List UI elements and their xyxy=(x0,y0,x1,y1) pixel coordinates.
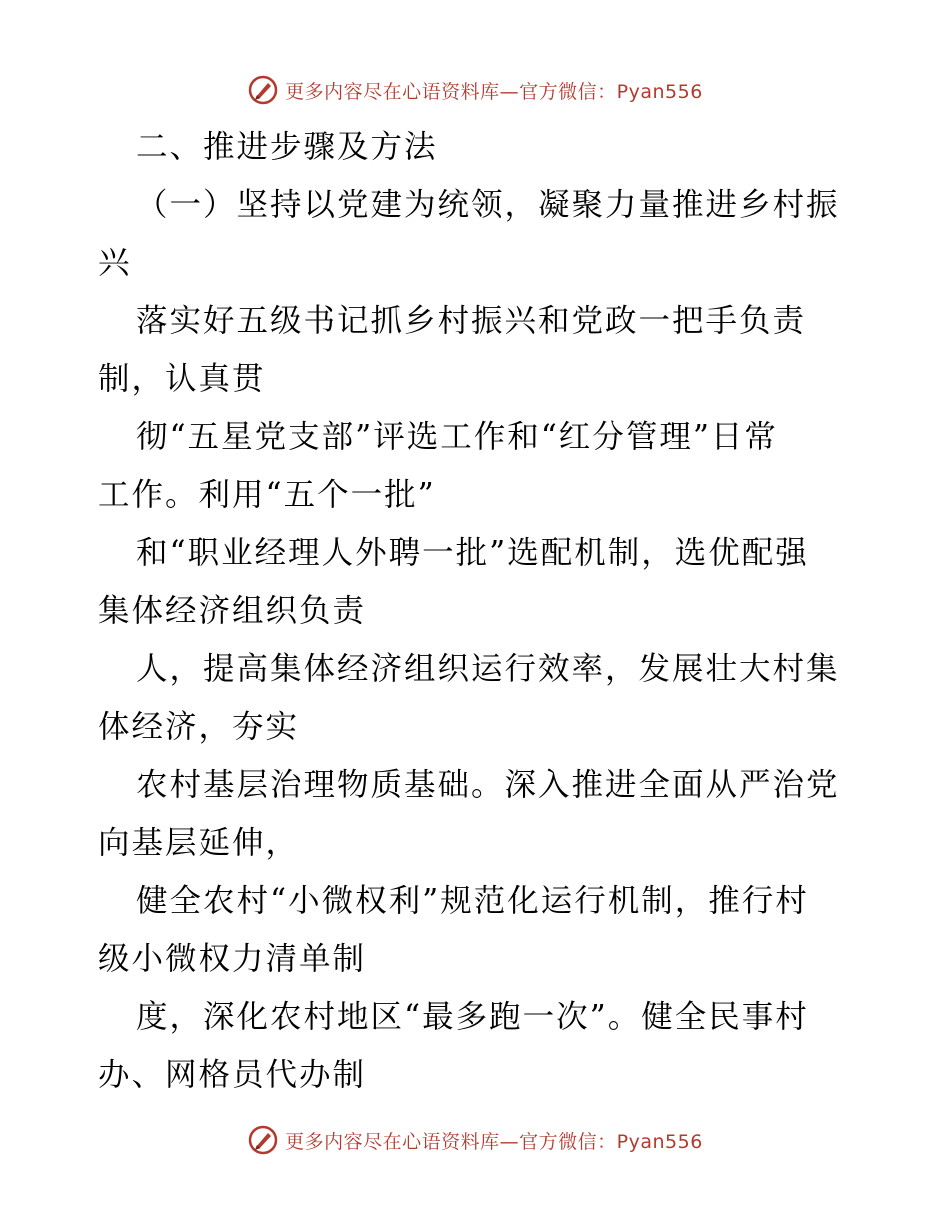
text-line: 兴 xyxy=(98,245,132,281)
watermark-text: 更多内容尽在心语资料库—官方微信：Pyan556 xyxy=(285,80,703,103)
text-line: 人，提高集体经济组织运行效率，发展壮大村集 xyxy=(136,651,840,687)
header-watermark xyxy=(0,70,950,110)
text-line: 落实好五级书记抓乡村振兴和党政一把手负责 xyxy=(136,303,807,339)
text-line: 度，深化农村地区“最多跑一次”。健全民事村 xyxy=(136,999,809,1035)
subsection-heading: （一）坚持以党建为统领，凝聚力量推进乡村振 xyxy=(136,187,840,223)
pen-logo-icon xyxy=(247,1124,279,1156)
text-line: 体经济，夯实 xyxy=(98,709,300,745)
text-line: 级小微权力清单制 xyxy=(98,941,367,977)
text-line: 和“职业经理人外聘一批”选配机制，选优配强 xyxy=(136,535,809,571)
text-line: 集体经济组织负责 xyxy=(98,593,367,629)
text-line: 工作。利用“五个一批” xyxy=(98,477,436,513)
text-line: 办、网格员代办制 xyxy=(98,1057,367,1093)
watermark-text: 更多内容尽在心语资料库—官方微信：Pyan556 xyxy=(285,1130,703,1153)
text-line: 向基层延伸， xyxy=(98,825,300,861)
footer-watermark xyxy=(0,1120,950,1160)
pen-logo-icon xyxy=(247,74,279,106)
text-line: 彻“五星党支部”评选工作和“红分管理”日常 xyxy=(136,419,778,455)
section-heading: 二、推进步骤及方法 xyxy=(136,129,438,165)
document-body xyxy=(98,118,850,1104)
text-line: 农村基层治理物质基础。深入推进全面从严治党 xyxy=(136,767,840,803)
text-line: 健全农村“小微权利”规范化运行机制，推行村 xyxy=(136,883,809,919)
text-line: 制，认真贯 xyxy=(98,361,266,397)
